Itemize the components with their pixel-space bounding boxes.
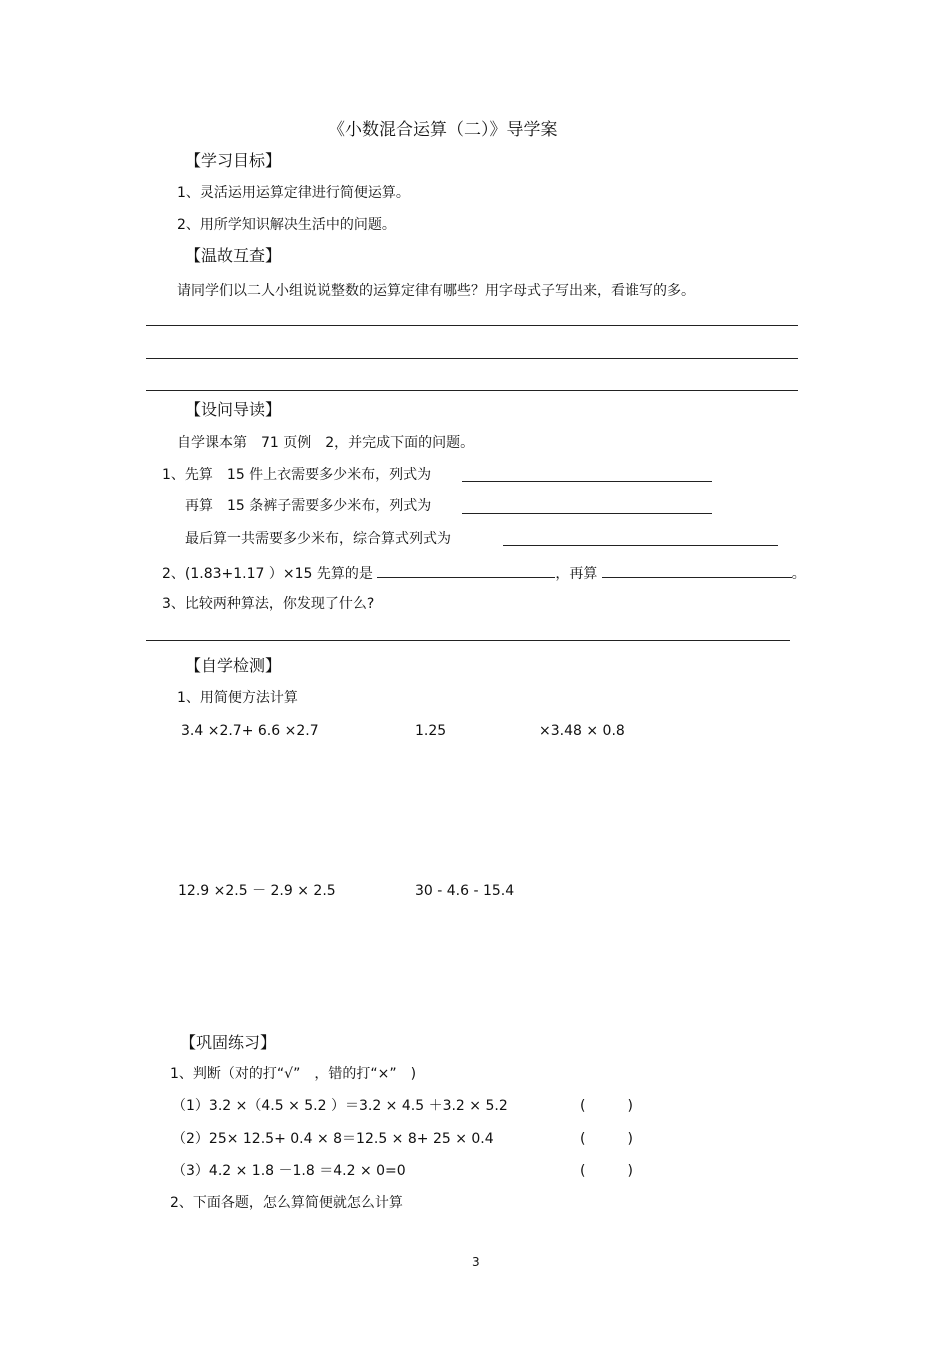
answer-line[interactable]	[146, 358, 798, 359]
calc-expression: ×3.48 × 0.8	[539, 723, 625, 739]
answer-blank[interactable]	[462, 481, 712, 482]
selfcheck-heading: 【自学检测】	[185, 656, 282, 675]
question-1b: 再算 15 条裤子需要多少米布，列式为	[185, 498, 432, 514]
calc-expression: 3.4 ×2.7+ 6.6 ×2.7	[181, 723, 319, 739]
guided-intro: 自学课本第 71 页例 2，并完成下面的问题。	[177, 435, 475, 451]
question-2-end: 。	[791, 566, 806, 582]
page-title: 《小数混合运算（二）》导学案	[328, 120, 558, 140]
judge-paren[interactable]: ( )	[580, 1131, 633, 1147]
calc-expression: 12.9 ×2.5 － 2.9 × 2.5	[178, 883, 336, 899]
judge-item: （3）4.2 × 1.8 －1.8 ＝4.2 × 0=0	[172, 1163, 406, 1179]
review-prompt: 请同学们以二人小组说说整数的运算定律有哪些？用字母式子写出来，看谁写的多。	[177, 283, 695, 299]
judge-item: （1）3.2 ×（4.5 × 5.2 ）＝3.2 × 4.5 ＋3.2 × 5.2	[172, 1098, 508, 1114]
guided-heading: 【设问导读】	[185, 400, 282, 419]
answer-blank[interactable]	[462, 513, 712, 514]
selfcheck-task: 1、用简便方法计算	[177, 690, 298, 706]
answer-blank[interactable]	[602, 563, 792, 578]
calc-expression: 30 - 4.6 - 15.4	[415, 883, 515, 899]
answer-line[interactable]	[146, 390, 798, 391]
question-2	[162, 563, 806, 583]
judge-paren[interactable]: ( )	[580, 1098, 633, 1114]
question-1a: 1、先算 15 件上衣需要多少米布，列式为	[162, 467, 432, 483]
answer-blank[interactable]	[377, 563, 555, 578]
practice-heading: 【巩固练习】	[180, 1033, 277, 1052]
page-number: 3	[472, 1255, 480, 1269]
review-heading: 【温故互查】	[185, 246, 282, 265]
judge-paren[interactable]: ( )	[580, 1163, 633, 1179]
judge-item: （2）25× 12.5+ 0.4 × 8＝12.5 × 8+ 25 × 0.4	[172, 1131, 494, 1147]
answer-blank[interactable]	[503, 545, 778, 546]
answer-line[interactable]	[146, 640, 790, 641]
question-2-prefix: 2、(1.83+1.17 ）×15 先算的是	[162, 566, 373, 582]
goal-item: 1、灵活运用运算定律进行简便运算。	[177, 185, 410, 201]
goals-heading: 【学习目标】	[185, 151, 282, 170]
question-3: 3、比较两种算法，你发现了什么?	[162, 596, 375, 612]
goal-item: 2、用所学知识解决生活中的问题。	[177, 217, 396, 233]
practice-q1: 1、判断（对的打“√” ，错的打“×” )	[170, 1066, 417, 1082]
question-1c: 最后算一共需要多少米布，综合算式列式为	[185, 531, 451, 547]
answer-line[interactable]	[146, 325, 798, 326]
question-2-mid: ，再算	[555, 566, 598, 582]
calc-expression: 1.25	[415, 723, 447, 739]
practice-q2: 2、下面各题，怎么算简便就怎么计算	[170, 1195, 403, 1211]
